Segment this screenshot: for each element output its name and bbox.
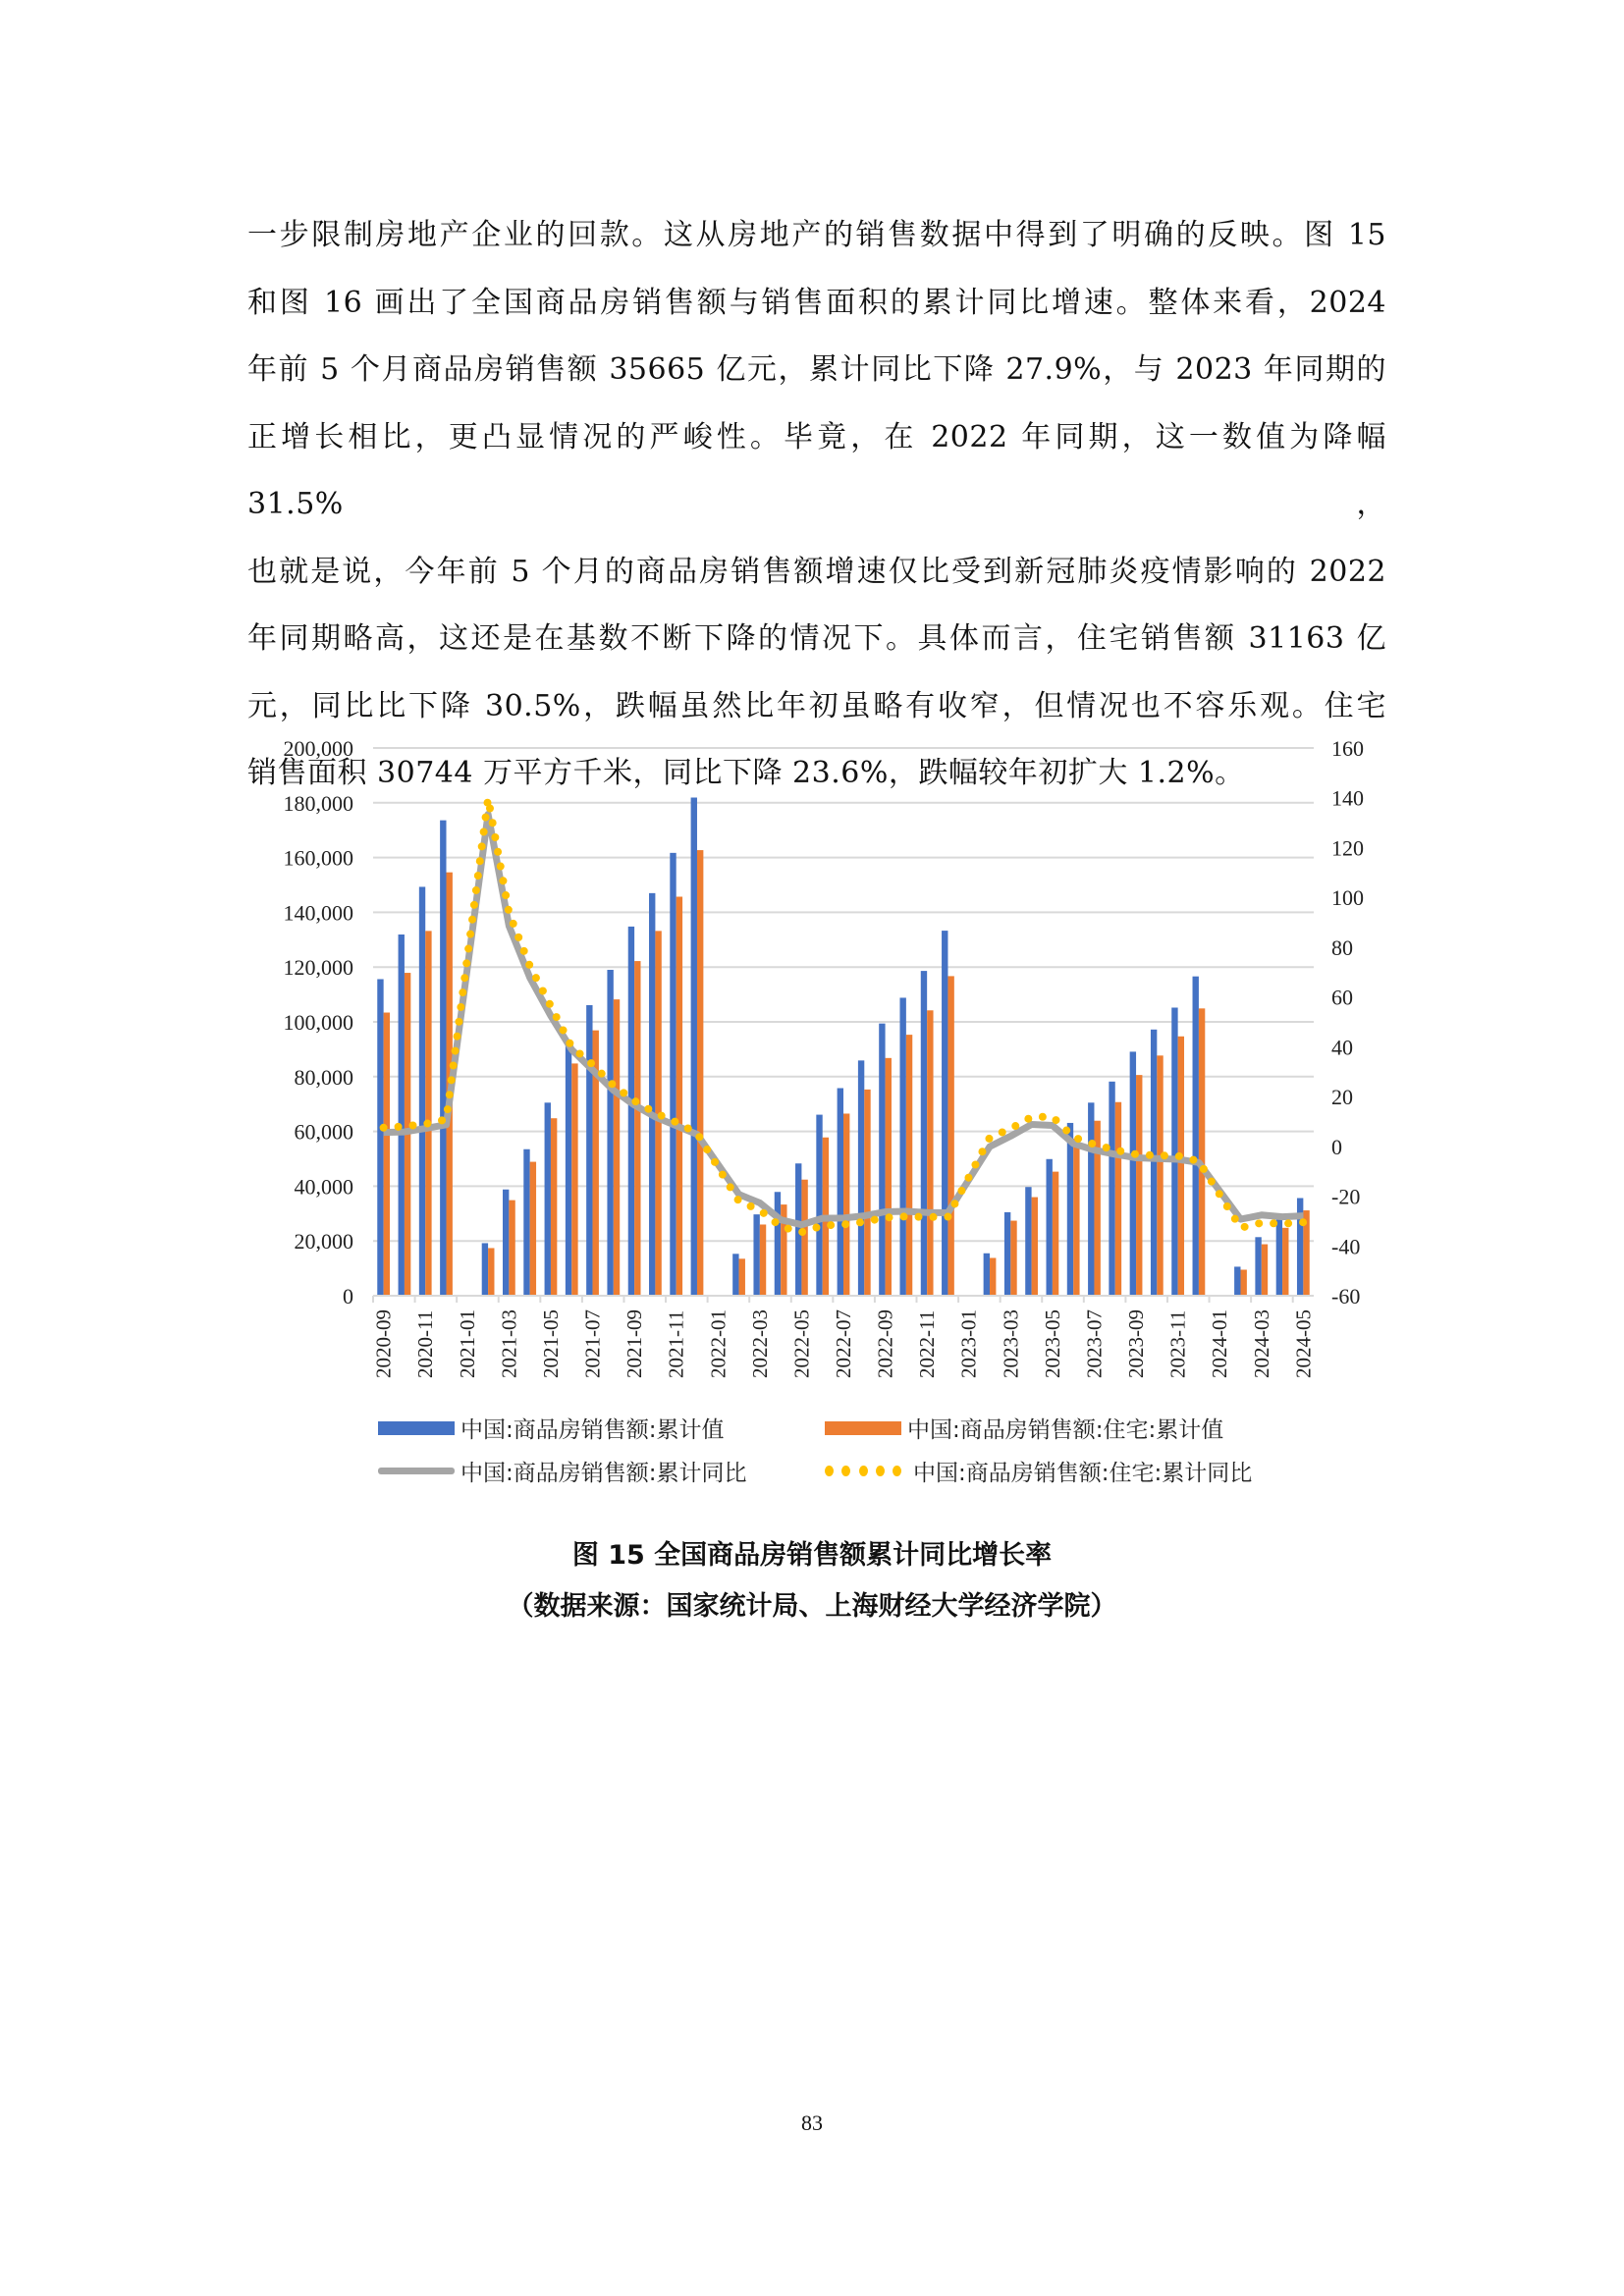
x-tick-label: 2023-09 — [1124, 1309, 1149, 1378]
y-right-tick: -40 — [1331, 1234, 1361, 1259]
bar — [384, 1013, 390, 1296]
x-tick-label: 2022-03 — [747, 1309, 772, 1378]
y-left-tick: 180,000 — [283, 790, 353, 816]
body-paragraph — [247, 202, 1386, 808]
legend-label: 中国:商品房销售额:累计同比 — [460, 1461, 747, 1486]
bar — [843, 1113, 849, 1296]
bar — [921, 971, 927, 1296]
bar — [425, 931, 431, 1296]
y-left-tick: 160,000 — [283, 845, 353, 871]
bar — [1010, 1221, 1016, 1296]
x-tick-label: 2022-09 — [873, 1309, 897, 1378]
bar — [697, 850, 703, 1296]
y-right-tick: 60 — [1331, 985, 1353, 1010]
bar — [586, 1005, 592, 1296]
bar — [1199, 1008, 1205, 1296]
x-tick-label: 2021-01 — [455, 1309, 479, 1378]
y-left-tick: 80,000 — [294, 1064, 353, 1090]
bar — [947, 976, 953, 1296]
x-tick-label: 2023-03 — [999, 1309, 1023, 1378]
body-line: 一步限制房地产企业的回款。这从房地产的销售数据中得到了明确的反映。图 15 — [247, 218, 1386, 252]
bar — [649, 893, 655, 1296]
x-tick-label: 2021-03 — [497, 1309, 521, 1378]
y-left-tick: 140,000 — [283, 900, 353, 926]
bar — [1053, 1172, 1058, 1296]
x-tick-label: 2021-11 — [664, 1309, 688, 1378]
y-right-tick: 100 — [1331, 885, 1364, 911]
legend-swatch-blue — [378, 1421, 455, 1435]
legend-swatch-gold-dots — [825, 1466, 901, 1477]
bar — [1130, 1051, 1136, 1296]
bar — [816, 1115, 822, 1296]
body-line: 和图 16 画出了全国商品房销售额与销售面积的累计同比增速。整体来看，2024 — [247, 285, 1386, 320]
bar — [732, 1254, 738, 1296]
legend-item-total-yoy — [378, 1455, 747, 1487]
bar — [482, 1243, 488, 1296]
bar — [739, 1258, 745, 1296]
bar — [775, 1192, 781, 1296]
legend-label: 中国:商品房销售额:累计值 — [460, 1417, 725, 1443]
x-tick-label: 2023-07 — [1082, 1309, 1107, 1378]
x-tick-label: 2020-09 — [371, 1309, 396, 1378]
bar — [1136, 1075, 1142, 1296]
bar — [614, 999, 620, 1296]
x-tick-label: 2024-01 — [1208, 1309, 1232, 1378]
bar — [377, 979, 383, 1296]
bar — [488, 1248, 494, 1296]
y-right-tick: -20 — [1331, 1184, 1361, 1209]
bar — [530, 1162, 536, 1296]
bar — [760, 1224, 766, 1296]
body-line: 正增长相比，更凸显情况的严峻性。毕竟，在 2022 年同期，这一数值为降幅 31.5%， — [247, 419, 1386, 521]
bar — [1255, 1237, 1261, 1296]
bar — [753, 1214, 759, 1296]
y-right-tick: 120 — [1331, 835, 1364, 861]
bar — [1115, 1102, 1121, 1296]
x-tick-label: 2024-05 — [1291, 1309, 1316, 1378]
bar — [691, 797, 697, 1296]
bar — [1067, 1123, 1073, 1296]
x-tick-label: 2022-05 — [789, 1309, 814, 1378]
bar — [1109, 1082, 1114, 1296]
bar — [1276, 1219, 1282, 1296]
y-left-tick: 60,000 — [294, 1119, 353, 1145]
figure-caption: 图 15 全国商品房销售额累计同比增长率 — [571, 1540, 1053, 1571]
x-tick-label: 2020-11 — [413, 1309, 438, 1378]
bar — [628, 927, 634, 1296]
bar — [1151, 1030, 1157, 1296]
bar — [440, 821, 446, 1296]
bar — [1171, 1007, 1177, 1296]
bar — [838, 1089, 843, 1296]
bar — [551, 1118, 557, 1296]
x-tick-label: 2024-03 — [1249, 1309, 1273, 1378]
y-left-tick: 0 — [343, 1284, 353, 1308]
bar — [607, 970, 613, 1296]
y-right-tick: 40 — [1331, 1035, 1353, 1060]
y-right-tick: 0 — [1331, 1134, 1342, 1159]
bar — [1240, 1269, 1246, 1296]
x-tick-label: 2022-07 — [832, 1309, 855, 1378]
bar — [1088, 1102, 1094, 1296]
x-tick-label: 2022-11 — [915, 1309, 940, 1378]
bar — [879, 1024, 885, 1296]
y-right-tick: 160 — [1331, 736, 1364, 761]
bar — [1073, 1139, 1079, 1296]
bar — [566, 1041, 571, 1296]
x-tick-label: 2021-09 — [623, 1309, 647, 1378]
body-line: 元，同比比下降 30.5%，跌幅虽然比年初虽略有收窄，但情况也不容乐观。住宅 — [247, 688, 1386, 723]
x-tick-label: 2023-05 — [1040, 1309, 1064, 1378]
bar — [886, 1058, 892, 1296]
bar — [1032, 1198, 1038, 1296]
legend-label: 中国:商品房销售额:住宅:累计值 — [907, 1417, 1224, 1443]
body-line: 也就是说，今年前 5 个月的商品房销售额增速仅比受到新冠肺炎疫情影响的 2022 — [247, 554, 1386, 589]
y-left-tick: 40,000 — [294, 1174, 353, 1200]
bar — [1178, 1037, 1184, 1296]
bar — [927, 1010, 933, 1296]
bar — [670, 853, 676, 1296]
bar — [1025, 1187, 1031, 1296]
y-right-tick: -60 — [1331, 1284, 1361, 1308]
legend-label: 中国:商品房销售额:住宅:累计同比 — [913, 1461, 1253, 1486]
legend-item-total-value — [378, 1412, 725, 1444]
bar — [545, 1102, 551, 1296]
bar — [634, 961, 640, 1296]
page-number: 83 — [801, 2110, 823, 2135]
y-left-tick: 20,000 — [294, 1229, 353, 1255]
bar — [571, 1063, 577, 1296]
x-tick-label: 2023-11 — [1165, 1309, 1190, 1378]
x-tick-label: 2021-05 — [538, 1309, 563, 1378]
bar — [1262, 1245, 1268, 1296]
legend-swatch-orange — [825, 1421, 901, 1435]
bar — [1234, 1266, 1240, 1296]
bar — [399, 934, 405, 1296]
bar — [942, 931, 947, 1296]
legend-item-residential-yoy — [825, 1455, 1252, 1487]
bar — [858, 1060, 864, 1296]
bar — [677, 896, 682, 1296]
x-tick-label: 2021-07 — [580, 1309, 605, 1378]
legend-item-residential-value — [825, 1412, 1223, 1444]
y-right-tick: 20 — [1331, 1085, 1353, 1110]
sales-chart — [245, 731, 1375, 1409]
bar — [899, 997, 905, 1296]
figure-source: （数据来源：国家统计局、上海财经大学经济学院） — [507, 1591, 1117, 1622]
y-right-tick: 80 — [1331, 934, 1353, 960]
x-tick-label: 2022-01 — [706, 1309, 731, 1378]
body-line: 年同期略高，这还是在基数不断下降的情况下。具体而言，住宅销售额 31163 亿 — [247, 621, 1386, 656]
body-line: 年前 5 个月商品房销售额 35665 亿元，累计同比下降 27.9%，与 2023 年同期的 — [247, 352, 1386, 387]
bar — [419, 886, 425, 1296]
body-line: 销售面积 30744 万平方千米，同比下降 23.6%，跌幅较年初扩大 1.2%。 — [247, 756, 1245, 790]
bar — [1004, 1212, 1010, 1296]
y-left-tick: 100,000 — [283, 1010, 353, 1035]
x-tick-label: 2023-01 — [956, 1309, 981, 1378]
bar — [801, 1180, 807, 1296]
y-left-tick: 200,000 — [283, 736, 353, 761]
bar — [503, 1190, 509, 1296]
bar — [1193, 977, 1199, 1296]
bar — [906, 1035, 912, 1296]
bar — [864, 1090, 870, 1296]
bar — [990, 1257, 996, 1296]
bar — [1282, 1228, 1288, 1296]
bar — [1157, 1055, 1163, 1296]
bar — [1047, 1159, 1053, 1296]
y-right-tick: 140 — [1331, 785, 1364, 811]
bar — [509, 1201, 514, 1296]
y-left-tick: 120,000 — [283, 955, 353, 981]
bar — [523, 1149, 529, 1296]
bar — [984, 1254, 990, 1296]
legend-swatch-gray-line — [378, 1468, 455, 1474]
